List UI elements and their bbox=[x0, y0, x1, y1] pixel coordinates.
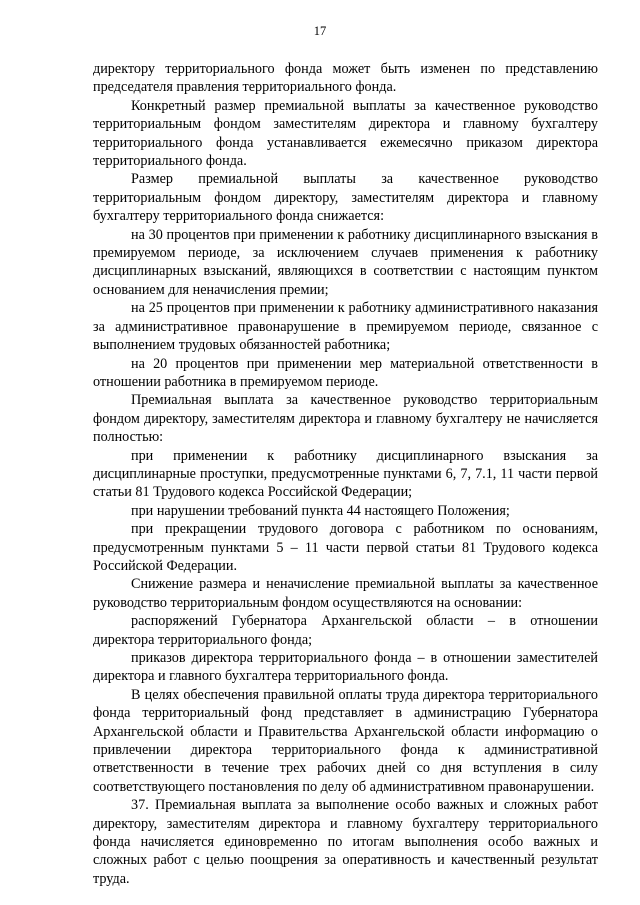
document-body bbox=[93, 60, 598, 888]
paragraph: на 30 процентов при применении к работнику дисциплинарного взыскания в премируемом периоде, за исключением случаев применения к работнику дисциплинарных взысканий, являющихся в соответствии с настоящим пунктом основанием для неначисления премии; bbox=[93, 226, 598, 298]
paragraph: В целях обеспечения правильной оплаты труда директора территориального фонда территориальный фонд представляет в администрацию Губернатора Архангельской области и Правительства Архангельской области информацию о привлечении директора территориального фонда к административной ответственности в течение трех рабочих дней со дня вступления в силу соответствующего постановления по делу об административном правонарушении. bbox=[93, 686, 598, 795]
page-number: 17 bbox=[313, 24, 327, 38]
paragraph: на 25 процентов при применении к работнику административного наказания за административное правонарушение в премируемом периоде, связанное с выполнением трудовых обязанностей работника; bbox=[93, 300, 598, 354]
paragraph: распоряжений Губернатора Архангельской области – в отношении директора территориального фонда; bbox=[93, 613, 598, 648]
paragraph: Конкретный размер премиальной выплаты за качественное руководство территориальным фондом заместителям директора и главному бухгалтеру территориального фонда устанавливается ежемесячно приказом директора территориального фонда. bbox=[93, 97, 598, 170]
paragraph: на 20 процентов при применении мер материальной ответственности в отношении работника в премируемом периоде. bbox=[93, 355, 598, 390]
paragraph: директору территориального фонда может быть изменен по представлению председателя правления территориального фонда. bbox=[93, 61, 598, 96]
paragraph: при применении к работнику дисциплинарного взыскания за дисциплинарные проступки, предусмотренные пунктами 6, 7, 7.1, 11 части первой статьи 81 Трудового кодекса Российской Федерации; bbox=[93, 447, 598, 501]
paragraph: Снижение размера и неначисление премиальной выплаты за качественное руководство территориальным фондом осуществляются на основании: bbox=[93, 576, 598, 611]
paragraph: Премиальная выплата за качественное руководство территориальным фондом директору, заместителям директора и главному бухгалтеру не начисляется полностью: bbox=[93, 392, 598, 446]
paragraph: при нарушении требований пункта 44 настоящего Положения; bbox=[131, 502, 510, 519]
paragraph: приказов директора территориального фонда – в отношении заместителей директора и главного бухгалтера территориального фонда. bbox=[93, 650, 598, 685]
paragraph: 37. Премиальная выплата за выполнение особо важных и сложных работ директору, заместителям директора и главному бухгалтеру территориального фонда начисляется единовременно по итогам выполнения особо важных и сложных работ с целью поощрения за оперативность и качественный результат труда. bbox=[93, 797, 598, 887]
paragraph: Размер премиальной выплаты за качественное руководство территориальным фондом директору, заместителям директора и главному бухгалтеру территориального фонда снижается: bbox=[93, 171, 598, 225]
paragraph: при прекращении трудового договора с работником по основаниям, предусмотренным пунктами 5 – 11 части первой статьи 81 Трудового кодекса Российской Федерации. bbox=[93, 521, 598, 574]
